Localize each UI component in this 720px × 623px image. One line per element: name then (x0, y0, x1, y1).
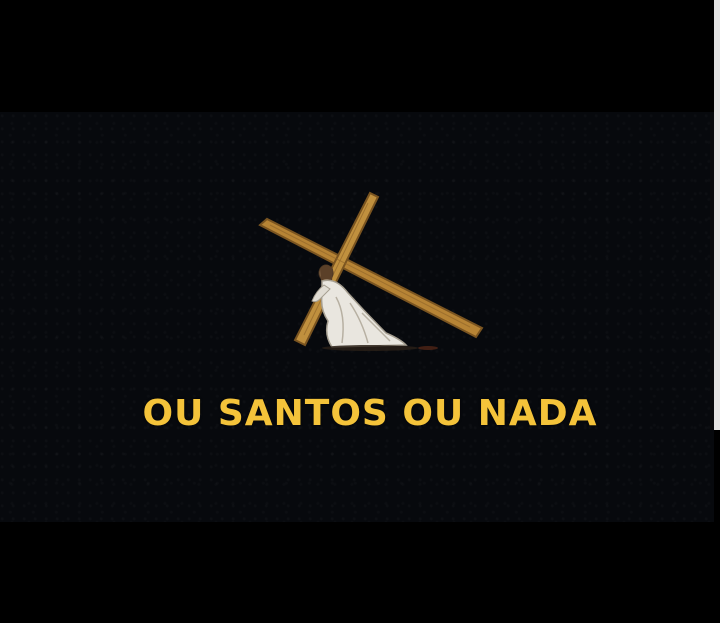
slogan-text: OU SANTOS OU NADA (142, 393, 598, 434)
right-edge-strip (714, 0, 720, 430)
letterbox-top (0, 0, 720, 112)
christ-carrying-cross-icon (250, 185, 490, 355)
letterbox-bottom (0, 522, 720, 623)
right-edge-strip-bottom (714, 430, 720, 623)
